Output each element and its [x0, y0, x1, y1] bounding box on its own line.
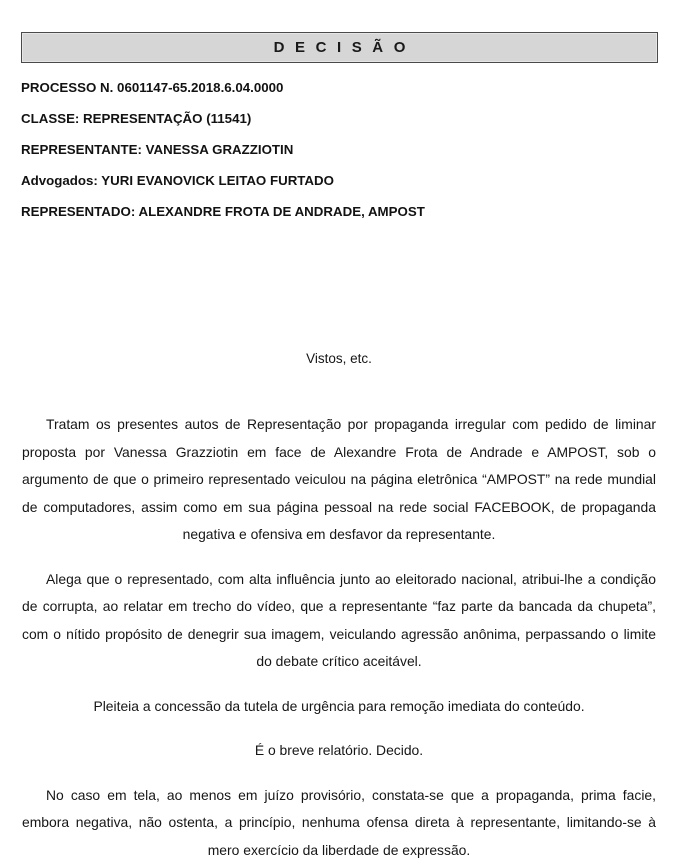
case-number-line: PROCESSO N. 0601147-65.2018.6.04.0000 [21, 72, 661, 103]
paragraph-ruling: No caso em tela, ao menos em juízo provisório, constata-se que a propaganda, prima facie, embora negativa, não ostenta, a princípio, nenhuma ofensa direta à representante, limitando-se à mero exercício da liberdade de expressão. [22, 782, 656, 864]
body-spacer [22, 373, 656, 411]
salutation-line: Vistos, etc. [22, 345, 656, 373]
claimant-line: REPRESENTANTE: VANESSA GRAZZIOTIN [21, 134, 661, 165]
case-metadata-block [21, 72, 661, 227]
paragraph-report-end: É o breve relatório. Decido. [22, 737, 656, 765]
paragraph-allegations: Alega que o representado, com alta influência junto ao eleitorado nacional, atribui-lhe a condição de corrupta, ao relatar em trecho do vídeo, que a representante “faz parte da bancada da chupeta”, com o nítido propósito de denegrir sua imagem, veiculando agressão anônima, perpassando o limite do debate crítico aceitável. [22, 566, 656, 676]
attorneys-line: Advogados: YURI EVANOVICK LEITAO FURTADO [21, 165, 661, 196]
case-class-line: CLASSE: REPRESENTAÇÃO (11541) [21, 103, 661, 134]
paragraph-request: Pleiteia a concessão da tutela de urgência para remoção imediata do conteúdo. [22, 693, 656, 721]
paragraph-facts: Tratam os presentes autos de Representação por propaganda irregular com pedido de liminar proposta por Vanessa Grazziotin em face de Alexandre Frota de Andrade e AMPOST, sob o argumento de que o primeiro representado veiculou na página eletrônica “AMPOST” na rede mundial de computadores, assim como em sua página pessoal na rede social FACEBOOK, de propaganda negativa e ofensiva em desfavor da representante. [22, 411, 656, 549]
document-title-banner [21, 32, 658, 63]
decision-body [22, 345, 656, 864]
respondent-line: REPRESENTADO: ALEXANDRE FROTA DE ANDRADE, AMPOST [21, 196, 661, 227]
page-title: D E C I S Ã O [270, 39, 408, 56]
